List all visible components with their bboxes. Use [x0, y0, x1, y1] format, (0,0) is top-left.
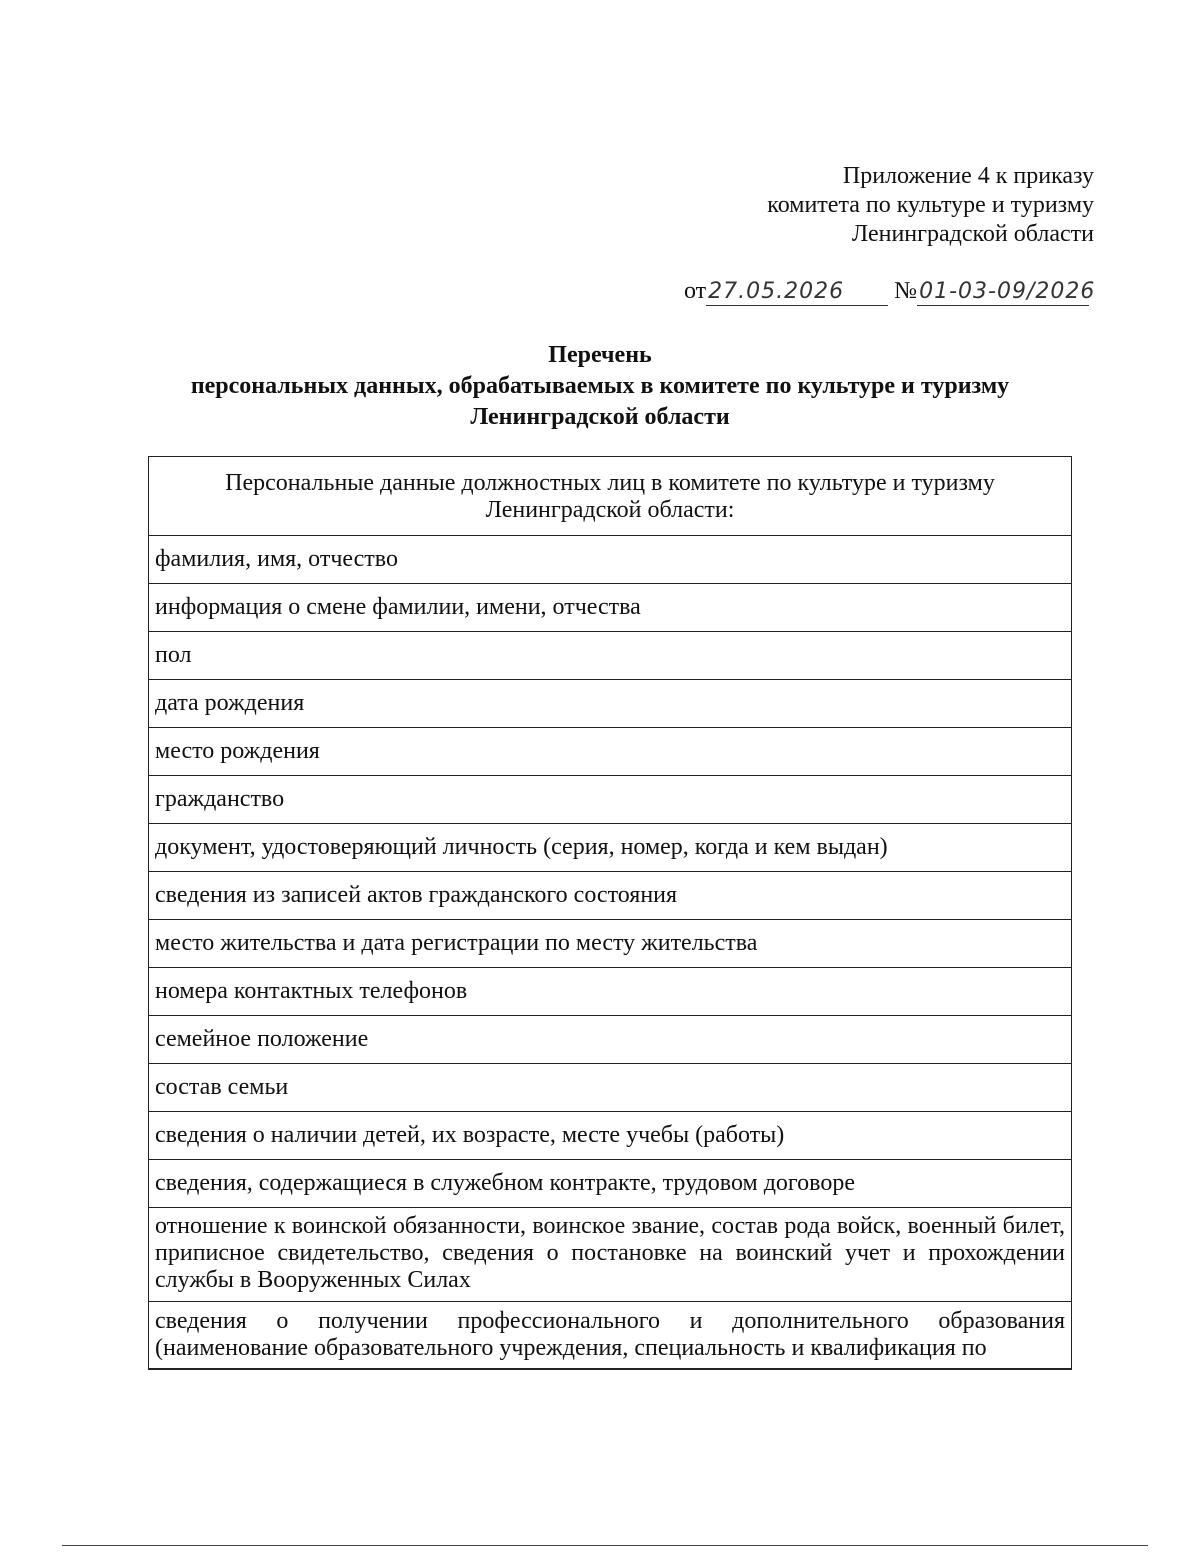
appendix-reference [767, 162, 1094, 249]
title-line-1: Перечень [548, 342, 652, 368]
table-row [149, 632, 1072, 680]
order-reference [684, 278, 1096, 306]
table-row [149, 1160, 1072, 1208]
table-header-cell [149, 457, 1072, 536]
table-row [149, 1112, 1072, 1160]
page-footer-divider [62, 1545, 1148, 1546]
table-row [149, 872, 1072, 920]
table-row [149, 728, 1072, 776]
table-header-row [149, 457, 1072, 536]
order-date-field [706, 278, 888, 306]
table-cell: место рождения [149, 728, 1072, 776]
personal-data-table [148, 456, 1072, 1370]
table-cell: документ, удостоверяющий личность (серия, номер, когда и кем выдан) [149, 824, 1072, 872]
table-row [149, 680, 1072, 728]
order-number-label: № [894, 278, 918, 304]
table-row [149, 776, 1072, 824]
table-row [149, 920, 1072, 968]
appendix-line-2: комитета по культуре и туризму [767, 192, 1094, 218]
table-row [149, 584, 1072, 632]
appendix-line-1: Приложение 4 к приказу [842, 163, 1094, 189]
table-row [149, 824, 1072, 872]
title-line-2: персональных данных, обрабатываемых в комитете по культуре и туризму [190, 373, 1010, 399]
appendix-line-3: Ленинградской области [851, 221, 1094, 247]
table-row [149, 968, 1072, 1016]
table-cell: фамилия, имя, отчество [149, 536, 1072, 584]
table-cell: номера контактных телефонов [149, 968, 1072, 1016]
document-title [150, 340, 1050, 433]
table-cell: семейное положение [149, 1016, 1072, 1064]
table-cell: дата рождения [149, 680, 1072, 728]
table-cell: пол [149, 632, 1072, 680]
table-cell: сведения из записей актов гражданского состояния [149, 872, 1072, 920]
title-line-3: Ленинградской области [470, 404, 730, 430]
table-cell: сведения о наличии детей, их возрасте, месте учебы (работы) [149, 1112, 1072, 1160]
table-cell: место жительства и дата регистрации по месту жительства [149, 920, 1072, 968]
table-row [149, 1302, 1072, 1370]
table-cell: сведения о получении профессионального и дополнительного образования (наименование образовательного учреждения, специальность и квалификация по [149, 1302, 1072, 1370]
order-from-label: от [684, 278, 707, 304]
table-cell: сведения, содержащиеся в служебном контракте, трудовом договоре [149, 1160, 1072, 1208]
table-cell: информация о смене фамилии, имени, отчества [149, 584, 1072, 632]
table-row [149, 1208, 1072, 1302]
table-row [149, 536, 1072, 584]
table-row [149, 1064, 1072, 1112]
order-date: 27.05.2026 [708, 279, 845, 304]
table-cell: гражданство [149, 776, 1072, 824]
table-cell: состав семьи [149, 1064, 1072, 1112]
order-number-field [917, 278, 1096, 306]
table-row [149, 1016, 1072, 1064]
order-number: 01-03-09/2026 [919, 279, 1096, 304]
table-header-line-1: Персональные данные должностных лиц в комитете по культуре и туризму [225, 470, 995, 496]
table-header-line-2: Ленинградской области: [485, 497, 735, 523]
table-cell: отношение к воинской обязанности, воинское звание, состав рода войск, военный билет, приписное свидетельство, сведения о постановке на воинский учет и прохождении службы в Вооруженных Силах [149, 1208, 1072, 1302]
